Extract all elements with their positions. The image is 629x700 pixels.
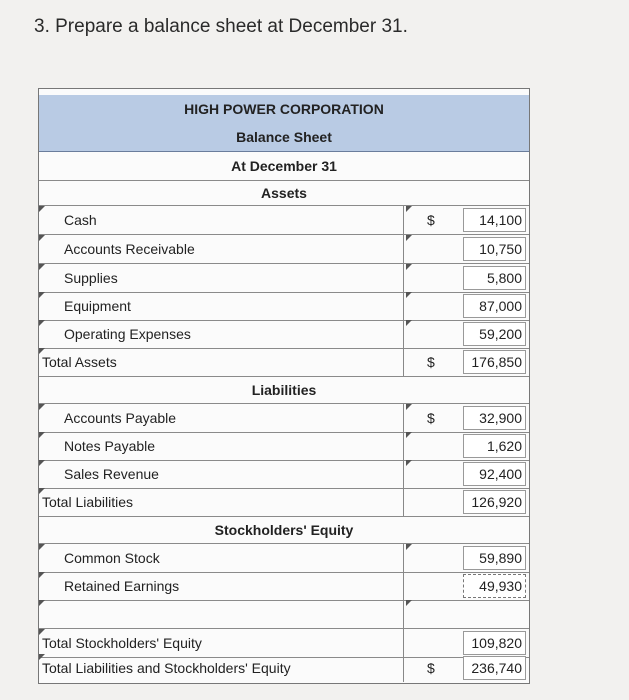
liability-label: Notes Payable — [64, 438, 156, 454]
dropdown-marker-icon — [39, 460, 45, 466]
currency-symbol: $ — [427, 660, 435, 676]
amount-input[interactable]: 59,890 — [463, 546, 526, 570]
column-divider — [403, 264, 404, 292]
column-divider — [403, 348, 404, 376]
asset-row[interactable] — [39, 235, 529, 264]
liability-label: Accounts Payable — [64, 410, 177, 426]
total-liabilities-equity-amount[interactable]: 236,740 — [463, 656, 526, 680]
amount-input[interactable]: 32,900 — [463, 406, 526, 430]
column-divider — [403, 544, 404, 572]
dropdown-marker-icon — [406, 292, 412, 298]
dropdown-marker-icon — [39, 264, 45, 270]
amount-input[interactable]: 14,100 — [463, 208, 526, 232]
dropdown-marker-icon — [406, 235, 412, 241]
dropdown-marker-icon — [406, 460, 412, 466]
equity-label: Retained Earnings — [64, 578, 180, 594]
column-divider — [403, 629, 404, 657]
amount-input[interactable]: 59,200 — [463, 322, 526, 346]
dropdown-marker-icon — [406, 432, 412, 438]
dropdown-marker-icon — [406, 404, 412, 410]
column-divider — [403, 235, 404, 263]
asset-label: Cash — [64, 212, 97, 228]
total-liabilities-label: Total Liabilities — [42, 494, 134, 510]
amount-input[interactable]: 49,930 — [463, 574, 526, 598]
empty-row[interactable] — [39, 600, 529, 629]
amount-input[interactable]: 1,620 — [463, 434, 526, 458]
dropdown-marker-icon — [406, 264, 412, 270]
statement-title: Balance Sheet — [39, 123, 529, 152]
liability-label: Sales Revenue — [64, 466, 159, 482]
dropdown-marker-icon — [39, 572, 45, 578]
asset-label: Accounts Receivable — [64, 241, 195, 257]
dropdown-marker-icon — [39, 206, 45, 212]
total-liabilities-row[interactable] — [39, 488, 529, 517]
company-name: HIGH POWER CORPORATION — [39, 95, 529, 124]
amount-input[interactable]: 5,800 — [463, 266, 526, 290]
equity-row[interactable] — [39, 572, 529, 601]
column-divider — [403, 600, 404, 628]
asset-row[interactable] — [39, 206, 529, 235]
column-divider — [403, 206, 404, 234]
equity-row[interactable] — [39, 544, 529, 573]
equity-label: Common Stock — [64, 550, 160, 566]
currency-symbol: $ — [427, 212, 435, 228]
dropdown-marker-icon — [406, 320, 412, 326]
total-assets-row[interactable] — [39, 348, 529, 377]
total-liabilities-equity-row[interactable] — [39, 654, 529, 682]
dropdown-marker-icon — [39, 292, 45, 298]
total-equity-amount[interactable]: 109,820 — [463, 631, 526, 655]
column-divider — [403, 432, 404, 460]
liabilities-heading: Liabilities — [39, 377, 529, 404]
column-divider — [403, 488, 404, 516]
dropdown-marker-icon — [406, 206, 412, 212]
equity-heading: Stockholders' Equity — [39, 517, 529, 544]
balance-sheet-form — [38, 88, 530, 684]
asset-row[interactable] — [39, 320, 529, 349]
amount-input[interactable]: 10,750 — [463, 237, 526, 261]
dropdown-marker-icon — [406, 544, 412, 550]
asset-row[interactable] — [39, 292, 529, 321]
total-liabilities-equity-label: Total Liabilities and Stockholders' Equity — [42, 660, 291, 676]
dropdown-marker-icon — [39, 404, 45, 410]
amount-input[interactable]: 87,000 — [463, 294, 526, 318]
liability-row[interactable] — [39, 432, 529, 461]
asset-label: Operating Expenses — [64, 326, 191, 342]
column-divider — [403, 404, 404, 432]
liability-row[interactable] — [39, 404, 529, 433]
column-divider — [403, 654, 404, 682]
liability-row[interactable] — [39, 460, 529, 489]
currency-symbol: $ — [427, 410, 435, 426]
question-title: 3. Prepare a balance sheet at December 31. — [34, 16, 408, 37]
column-divider — [403, 460, 404, 488]
dropdown-marker-icon — [39, 235, 45, 241]
total-equity-label: Total Stockholders' Equity — [42, 635, 202, 651]
dropdown-marker-icon — [39, 600, 45, 606]
column-divider — [403, 572, 404, 600]
currency-symbol: $ — [427, 354, 435, 370]
amount-input[interactable]: 92,400 — [463, 462, 526, 486]
statement-date: At December 31 — [39, 152, 529, 181]
dropdown-marker-icon — [406, 600, 412, 606]
column-divider — [403, 320, 404, 348]
dropdown-marker-icon — [39, 432, 45, 438]
column-divider — [403, 292, 404, 320]
dropdown-marker-icon — [39, 320, 45, 326]
total-liabilities-amount[interactable]: 126,920 — [463, 490, 526, 514]
assets-heading: Assets — [39, 181, 529, 206]
asset-row[interactable] — [39, 264, 529, 293]
asset-label: Supplies — [64, 270, 118, 286]
asset-label: Equipment — [64, 298, 131, 314]
total-assets-label: Total Assets — [42, 354, 117, 370]
dropdown-marker-icon — [39, 544, 45, 550]
total-assets-amount[interactable]: 176,850 — [463, 350, 526, 374]
